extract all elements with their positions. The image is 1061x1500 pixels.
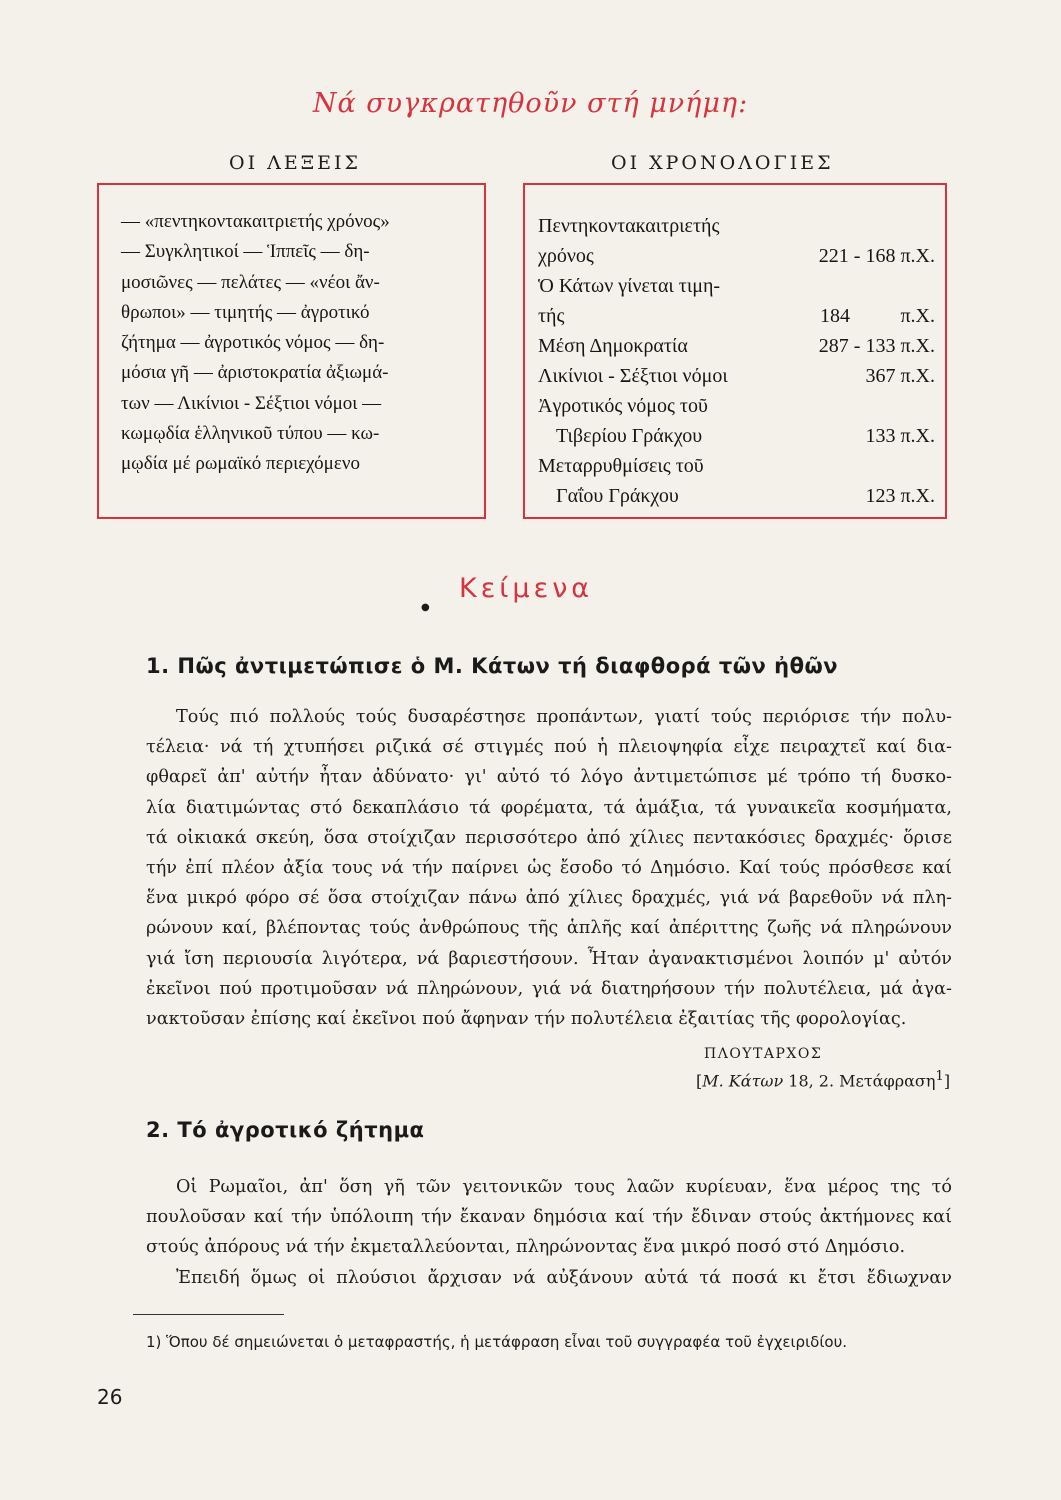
text-line: πουλοῦσαν καί τήν ὑπόλοιπη τήν ἔκαναν δημόσια καί τήν ἔδιναν στούς ἀκτήμονες καί	[146, 1207, 952, 1228]
column-heading-words: ΟΙ ΛΕΞΕΙΣ	[229, 152, 361, 174]
chronology-row	[538, 301, 935, 331]
chronology-label: Πεντηκονταкαιτριετής	[538, 215, 720, 237]
text-line: Τούς πιό πολλούς τούς δυσαρέστησε προπάντων, γιατί τούς περιόρισε τήν πολυ-	[176, 707, 952, 727]
text-line: στούς ἀπόρους νά τήν ἐκμεταλλεύονται, πληρώνοντας ἕνα μικρό ποσό στό Δημόσιο.	[146, 1237, 906, 1258]
chronology-row	[538, 271, 935, 301]
source-citation	[696, 1069, 950, 1090]
chronology-row	[538, 481, 935, 511]
chronology-label: Μεταρρυθμίσεις τοῦ	[538, 455, 704, 477]
citation-open: [	[696, 1071, 703, 1091]
chronology-row	[538, 331, 935, 361]
text-line: τέλεια· νά τή χτυπήσει ριζικά σέ στιγμές πού ἡ πλειοψηφία εἶχε πειραχτεῖ καί δια-	[146, 737, 952, 758]
words-line: — Συγκλητικοί — Ἱππεῖς — δη-	[121, 241, 370, 263]
text-line: τά οἰκιακά σκεύη, ὅσα στοίχιζαν περισσότερο ἀπό χίλιες πεντακόσιες δραχμές· ὅρισε	[146, 827, 952, 848]
section-2-text	[146, 1172, 952, 1293]
citation-work: Μ. Κάτων	[702, 1071, 784, 1091]
chronology-label: Γαΐου Γράκχου	[556, 485, 679, 507]
text-line: τήν ἐπί πλέον ἀξία τους νά τήν παίρνει ὡς ἔσοδο τό Δημόσιο. Καί τούς πρόσθεσε καί	[146, 858, 952, 879]
chronology-row	[538, 361, 935, 391]
texts-heading: Κείμενα	[459, 573, 594, 604]
words-line: μόσια γῆ — ἀριστοκρατία ἀξιωμά-	[121, 362, 389, 384]
text-line: γιά ἴση περιουσία λιγότερα, νά βαριεστήσουν. Ἦταν ἀγανακτισμένοι λοιπόν μ' αὐτόν	[146, 948, 952, 969]
source-author: ΠΛΟΥΤΑΡΧΟΣ	[704, 1046, 823, 1062]
chronology-row	[538, 451, 935, 481]
words-list	[121, 207, 468, 480]
text-line: ἕνα μικρό φόρο σέ ὅσα στοίχιζαν πάνω ἀπό χίλιες δραχμές, γιά νά βαρεθοῦν νά πλη-	[146, 888, 952, 909]
bullet-mark: ●	[421, 602, 430, 613]
chronology-date: 133 π.Χ.	[865, 425, 935, 447]
chronology-row	[538, 211, 935, 241]
chronology-row	[538, 241, 935, 271]
section-1-heading: 1. Πῶς ἀντιμετώπισε ὁ Μ. Κάτων τή διαφθορά τῶν ἠθῶν	[146, 654, 839, 678]
chronology-year: 184	[820, 305, 850, 327]
section-1-text	[146, 702, 952, 1034]
footnote-divider	[133, 1314, 284, 1315]
chronology-box	[523, 183, 947, 519]
chronology-list	[538, 211, 935, 511]
chronology-date: 287 - 133 π.Χ.	[818, 335, 935, 357]
footnote: 1) Ὅπου δέ σημειώνεται ὁ μεταφραστής, ἡ μετάφραση εἶναι τοῦ συγγραφέα τοῦ ἐγχειριδίου.	[146, 1333, 848, 1351]
words-line: μῳδία μέ ρωμαϊκό περιεχόμενο	[121, 453, 360, 475]
citation-close: ]	[943, 1071, 951, 1091]
section-2-heading: 2. Τό ἀγροτικό ζήτημα	[146, 1118, 425, 1142]
column-heading-chronologies: ΟΙ ΧΡΟΝΟΛΟΓΙΕΣ	[611, 152, 834, 174]
chronology-row	[538, 421, 935, 451]
words-line: ζήτημα — ἀγροτικός νόμος — δη-	[121, 332, 385, 354]
chronology-label: Ὁ Κάτων γίνεται τιμη-	[538, 275, 721, 297]
chronology-label: Ἀγροτικός νόμος τοῦ	[538, 395, 708, 417]
chronology-label: Λικίνιοι - Σέξτιοι νόμοι	[538, 365, 728, 387]
citation-rest: 18, 2. Μετάφραση	[783, 1071, 936, 1091]
chronology-label: τής	[538, 305, 565, 327]
chronology-era: π.Χ.	[900, 305, 935, 327]
chronology-row	[538, 391, 935, 421]
chronology-label: Μέση Δημοκρατία	[538, 335, 688, 357]
words-line: κωμῳδία ἑλληνικοῦ τύπου — κω-	[121, 423, 380, 445]
text-line: φθαρεῖ ἀπ' αὐτήν ἦταν ἀδύνατο· γι' αὐτό τό λόγο ἀντιμετώπισε μέ τρόπο τή δυσκο-	[146, 767, 952, 788]
words-line: — «πεντηκονταкαιτριετής χρόνος»	[121, 211, 390, 232]
words-line: των — Λικίνιοι - Σέξτιοι νόμοι —	[121, 392, 382, 414]
footnote-marker: 1	[935, 1069, 944, 1084]
words-line: θρωποι» — τιμητής — ἀγροτικό	[121, 301, 370, 323]
chronology-date: 367 π.Χ.	[865, 365, 935, 387]
text-line: ρώνουν καί, βλέποντας τούς ἀνθρώπους τῆς ἁπλῆς καί ἀπέριττης ζωῆς νά πληρώνουν	[146, 918, 952, 939]
text-line: ἐκεῖνοι πού προτιμοῦσαν νά πληρώνουν, γιά νά διατηρήσουν τήν πολυτέλεια, μά ἀγα-	[146, 978, 952, 999]
text-line: λία διατιμώντας στό δεκαπλάσιο τά φορέματα, τά ἁμάξια, τά γυναικεῖα κοσμήματα,	[146, 797, 952, 818]
text-line: Οἱ Ρωμαῖοι, ἀπ' ὅση γῆ τῶν γειτονικῶν τους λαῶν κυρίευαν, ἕνα μέρος της τό	[176, 1177, 952, 1197]
page-number: 26	[97, 1385, 123, 1409]
page-title: Νά συγκρατηθοῦν στή μνήμη:	[312, 88, 749, 119]
words-box	[97, 183, 486, 519]
text-line: νακτοῦσαν ἐπίσης καί ἐκεῖνοι πού ἄφηναν τήν πολυτέλεια ἐξαιτίας τῆς φορολογίας.	[146, 1009, 907, 1030]
words-line: μοσιῶνες — πελάτες — «νέοι ἄν-	[121, 271, 380, 293]
chronology-label: χρόνος	[538, 245, 594, 267]
chronology-label: Τιβερίου Γράκχου	[556, 425, 703, 447]
text-line: Ἐπειδή ὅμως οἱ πλούσιοι ἄρχισαν νά αὐξάνουν αὐτά τά ποσά κι ἔτσι ἔδιωχναν	[176, 1267, 952, 1288]
chronology-date: 123 π.Χ.	[865, 485, 935, 507]
chronology-date: 221 - 168 π.Χ.	[818, 245, 935, 267]
